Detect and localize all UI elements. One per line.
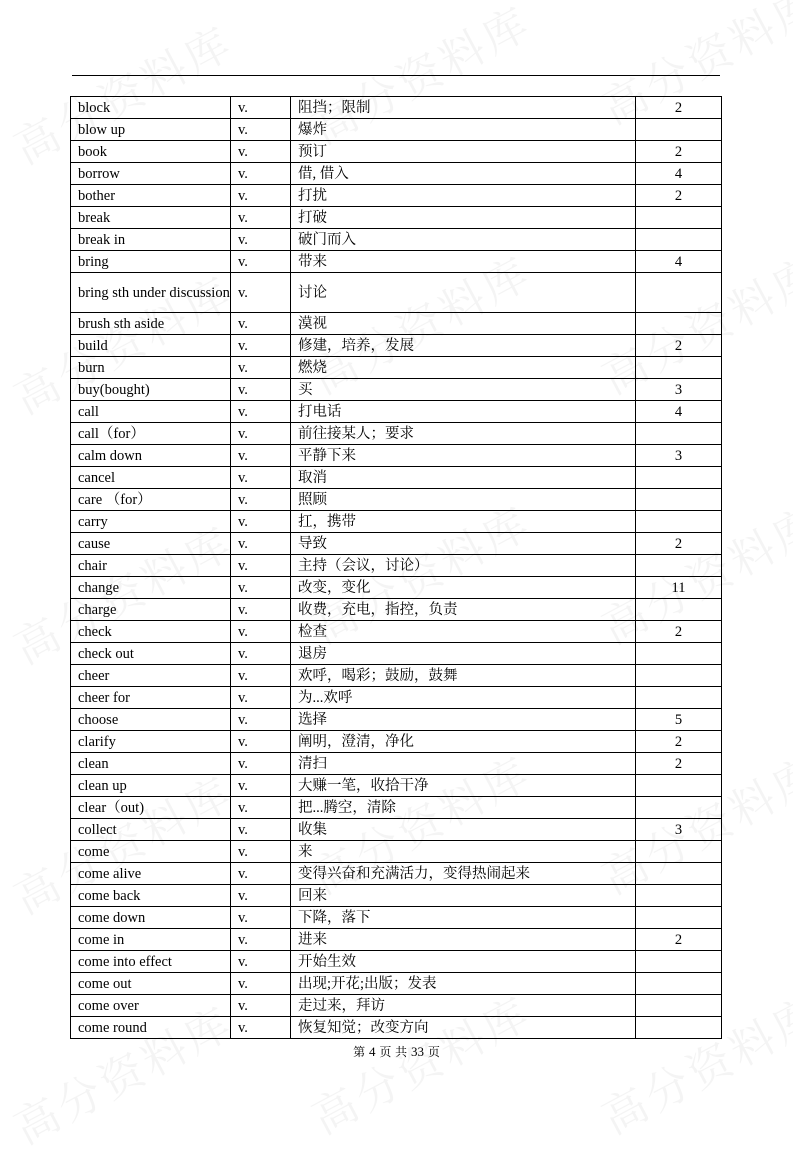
frequency-cell xyxy=(636,643,722,665)
part-of-speech-cell: v. xyxy=(231,555,291,577)
frequency-cell: 4 xyxy=(636,163,722,185)
frequency-cell: 3 xyxy=(636,445,722,467)
part-of-speech-cell: v. xyxy=(231,207,291,229)
table-row xyxy=(71,379,722,401)
word-cell: build xyxy=(71,335,231,357)
part-of-speech-cell: v. xyxy=(231,313,291,335)
table-row xyxy=(71,599,722,621)
word-cell: blow up xyxy=(71,119,231,141)
frequency-cell xyxy=(636,885,722,907)
table-row xyxy=(71,313,722,335)
table-row xyxy=(71,929,722,951)
part-of-speech-cell: v. xyxy=(231,273,291,313)
table-row xyxy=(71,709,722,731)
part-of-speech-cell: v. xyxy=(231,819,291,841)
word-cell: block xyxy=(71,97,231,119)
table-row xyxy=(71,533,722,555)
frequency-cell xyxy=(636,1017,722,1039)
word-cell: chair xyxy=(71,555,231,577)
part-of-speech-cell: v. xyxy=(231,753,291,775)
footer-middle: 页 共 xyxy=(379,1045,408,1059)
vocabulary-table xyxy=(70,96,722,1039)
word-cell: bring sth under discussion xyxy=(71,273,231,313)
table-row xyxy=(71,731,722,753)
table-row xyxy=(71,885,722,907)
meaning-cell: 大赚一笔，收拾干净 xyxy=(291,775,636,797)
part-of-speech-cell: v. xyxy=(231,863,291,885)
word-cell: come over xyxy=(71,995,231,1017)
word-cell: come into effect xyxy=(71,951,231,973)
table-row xyxy=(71,1017,722,1039)
frequency-cell xyxy=(636,511,722,533)
frequency-cell xyxy=(636,797,722,819)
table-row xyxy=(71,97,722,119)
meaning-cell: 回来 xyxy=(291,885,636,907)
table-row xyxy=(71,467,722,489)
part-of-speech-cell: v. xyxy=(231,379,291,401)
word-cell: change xyxy=(71,577,231,599)
frequency-cell: 2 xyxy=(636,929,722,951)
meaning-cell: 进来 xyxy=(291,929,636,951)
table-row xyxy=(71,119,722,141)
word-cell: bother xyxy=(71,185,231,207)
word-cell: borrow xyxy=(71,163,231,185)
word-cell: come in xyxy=(71,929,231,951)
frequency-cell: 2 xyxy=(636,335,722,357)
table-row xyxy=(71,863,722,885)
frequency-cell: 2 xyxy=(636,185,722,207)
meaning-cell: 燃烧 xyxy=(291,357,636,379)
meaning-cell: 走过来，拜访 xyxy=(291,995,636,1017)
table-row xyxy=(71,775,722,797)
word-cell: carry xyxy=(71,511,231,533)
meaning-cell: 清扫 xyxy=(291,753,636,775)
frequency-cell: 2 xyxy=(636,141,722,163)
meaning-cell: 变得兴奋和充满活力，变得热闹起来 xyxy=(291,863,636,885)
word-cell: clear（out) xyxy=(71,797,231,819)
part-of-speech-cell: v. xyxy=(231,709,291,731)
frequency-cell: 4 xyxy=(636,251,722,273)
frequency-cell xyxy=(636,907,722,929)
frequency-cell: 3 xyxy=(636,379,722,401)
meaning-cell: 打扰 xyxy=(291,185,636,207)
table-row xyxy=(71,489,722,511)
header-rule xyxy=(72,75,720,76)
table-row xyxy=(71,445,722,467)
meaning-cell: 前往接某人；要求 xyxy=(291,423,636,445)
meaning-cell: 借, 借入 xyxy=(291,163,636,185)
table-row xyxy=(71,251,722,273)
frequency-cell xyxy=(636,687,722,709)
meaning-cell: 选择 xyxy=(291,709,636,731)
meaning-cell: 预订 xyxy=(291,141,636,163)
meaning-cell: 退房 xyxy=(291,643,636,665)
part-of-speech-cell: v. xyxy=(231,577,291,599)
word-cell: check xyxy=(71,621,231,643)
frequency-cell: 3 xyxy=(636,819,722,841)
part-of-speech-cell: v. xyxy=(231,251,291,273)
meaning-cell: 修建，培养，发展 xyxy=(291,335,636,357)
word-cell: cancel xyxy=(71,467,231,489)
part-of-speech-cell: v. xyxy=(231,97,291,119)
word-cell: care （for） xyxy=(71,489,231,511)
word-cell: come back xyxy=(71,885,231,907)
part-of-speech-cell: v. xyxy=(231,1017,291,1039)
word-cell: clarify xyxy=(71,731,231,753)
word-cell: come alive xyxy=(71,863,231,885)
meaning-cell: 取消 xyxy=(291,467,636,489)
meaning-cell: 收集 xyxy=(291,819,636,841)
footer-page-number: 4 xyxy=(369,1044,376,1059)
meaning-cell: 开始生效 xyxy=(291,951,636,973)
word-cell: come down xyxy=(71,907,231,929)
meaning-cell: 爆炸 xyxy=(291,119,636,141)
table-row xyxy=(71,273,722,313)
footer-total-pages: 33 xyxy=(410,1044,424,1059)
part-of-speech-cell: v. xyxy=(231,163,291,185)
word-cell: come xyxy=(71,841,231,863)
part-of-speech-cell: v. xyxy=(231,533,291,555)
part-of-speech-cell: v. xyxy=(231,687,291,709)
frequency-cell: 2 xyxy=(636,621,722,643)
part-of-speech-cell: v. xyxy=(231,511,291,533)
meaning-cell: 破门而入 xyxy=(291,229,636,251)
frequency-cell xyxy=(636,841,722,863)
word-cell: call xyxy=(71,401,231,423)
meaning-cell: 平静下来 xyxy=(291,445,636,467)
frequency-cell xyxy=(636,207,722,229)
table-row xyxy=(71,797,722,819)
part-of-speech-cell: v. xyxy=(231,185,291,207)
meaning-cell: 买 xyxy=(291,379,636,401)
meaning-cell: 下降，落下 xyxy=(291,907,636,929)
meaning-cell: 检查 xyxy=(291,621,636,643)
part-of-speech-cell: v. xyxy=(231,445,291,467)
meaning-cell: 扛，携带 xyxy=(291,511,636,533)
part-of-speech-cell: v. xyxy=(231,929,291,951)
word-cell: bring xyxy=(71,251,231,273)
frequency-cell xyxy=(636,555,722,577)
part-of-speech-cell: v. xyxy=(231,841,291,863)
word-cell: clean up xyxy=(71,775,231,797)
frequency-cell xyxy=(636,489,722,511)
meaning-cell: 出现;开花;出版；发表 xyxy=(291,973,636,995)
footer-prefix: 第 xyxy=(353,1045,366,1059)
meaning-cell: 欢呼，喝彩；鼓励，鼓舞 xyxy=(291,665,636,687)
frequency-cell: 2 xyxy=(636,533,722,555)
meaning-cell: 来 xyxy=(291,841,636,863)
word-cell: collect xyxy=(71,819,231,841)
part-of-speech-cell: v. xyxy=(231,731,291,753)
frequency-cell: 11 xyxy=(636,577,722,599)
word-cell: check out xyxy=(71,643,231,665)
part-of-speech-cell: v. xyxy=(231,401,291,423)
word-cell: cheer for xyxy=(71,687,231,709)
frequency-cell xyxy=(636,273,722,313)
part-of-speech-cell: v. xyxy=(231,489,291,511)
meaning-cell: 收费，充电，指控，负责 xyxy=(291,599,636,621)
frequency-cell xyxy=(636,665,722,687)
meaning-cell: 带来 xyxy=(291,251,636,273)
part-of-speech-cell: v. xyxy=(231,423,291,445)
word-cell: choose xyxy=(71,709,231,731)
table-row xyxy=(71,141,722,163)
word-cell: book xyxy=(71,141,231,163)
table-row xyxy=(71,423,722,445)
meaning-cell: 打电话 xyxy=(291,401,636,423)
meaning-cell: 打破 xyxy=(291,207,636,229)
meaning-cell: 漠视 xyxy=(291,313,636,335)
table-row xyxy=(71,185,722,207)
part-of-speech-cell: v. xyxy=(231,119,291,141)
table-row xyxy=(71,163,722,185)
part-of-speech-cell: v. xyxy=(231,229,291,251)
part-of-speech-cell: v. xyxy=(231,885,291,907)
frequency-cell xyxy=(636,229,722,251)
frequency-cell xyxy=(636,423,722,445)
part-of-speech-cell: v. xyxy=(231,467,291,489)
table-row xyxy=(71,687,722,709)
table-row xyxy=(71,335,722,357)
part-of-speech-cell: v. xyxy=(231,775,291,797)
part-of-speech-cell: v. xyxy=(231,141,291,163)
word-cell: clean xyxy=(71,753,231,775)
meaning-cell: 讨论 xyxy=(291,273,636,313)
word-cell: cheer xyxy=(71,665,231,687)
table-row xyxy=(71,401,722,423)
table-row xyxy=(71,643,722,665)
table-row xyxy=(71,621,722,643)
table-row xyxy=(71,973,722,995)
word-cell: break xyxy=(71,207,231,229)
word-cell: calm down xyxy=(71,445,231,467)
table-row xyxy=(71,951,722,973)
meaning-cell: 恢复知觉；改变方向 xyxy=(291,1017,636,1039)
frequency-cell: 2 xyxy=(636,753,722,775)
frequency-cell xyxy=(636,599,722,621)
table-row xyxy=(71,555,722,577)
meaning-cell: 导致 xyxy=(291,533,636,555)
frequency-cell: 2 xyxy=(636,97,722,119)
part-of-speech-cell: v. xyxy=(231,665,291,687)
word-cell: burn xyxy=(71,357,231,379)
word-cell: charge xyxy=(71,599,231,621)
frequency-cell: 4 xyxy=(636,401,722,423)
table-row xyxy=(71,577,722,599)
page-footer xyxy=(0,1043,793,1060)
part-of-speech-cell: v. xyxy=(231,907,291,929)
footer-suffix: 页 xyxy=(427,1045,440,1059)
meaning-cell: 主持（会议，讨论） xyxy=(291,555,636,577)
table-row xyxy=(71,907,722,929)
table-row xyxy=(71,995,722,1017)
part-of-speech-cell: v. xyxy=(231,335,291,357)
frequency-cell xyxy=(636,995,722,1017)
meaning-cell: 改变，变化 xyxy=(291,577,636,599)
table-row xyxy=(71,229,722,251)
word-cell: come round xyxy=(71,1017,231,1039)
table-row xyxy=(71,819,722,841)
word-cell: buy(bought) xyxy=(71,379,231,401)
table-row xyxy=(71,665,722,687)
table-row xyxy=(71,511,722,533)
frequency-cell: 2 xyxy=(636,731,722,753)
frequency-cell xyxy=(636,951,722,973)
part-of-speech-cell: v. xyxy=(231,599,291,621)
meaning-cell: 照顾 xyxy=(291,489,636,511)
part-of-speech-cell: v. xyxy=(231,643,291,665)
part-of-speech-cell: v. xyxy=(231,951,291,973)
word-cell: break in xyxy=(71,229,231,251)
meaning-cell: 为...欢呼 xyxy=(291,687,636,709)
frequency-cell xyxy=(636,775,722,797)
part-of-speech-cell: v. xyxy=(231,621,291,643)
table-row xyxy=(71,207,722,229)
frequency-cell xyxy=(636,973,722,995)
table-row xyxy=(71,753,722,775)
meaning-cell: 阻挡；限制 xyxy=(291,97,636,119)
meaning-cell: 把...腾空，清除 xyxy=(291,797,636,819)
part-of-speech-cell: v. xyxy=(231,973,291,995)
frequency-cell xyxy=(636,357,722,379)
word-cell: come out xyxy=(71,973,231,995)
table-row xyxy=(71,841,722,863)
frequency-cell: 5 xyxy=(636,709,722,731)
part-of-speech-cell: v. xyxy=(231,797,291,819)
frequency-cell xyxy=(636,313,722,335)
word-cell: cause xyxy=(71,533,231,555)
frequency-cell xyxy=(636,119,722,141)
meaning-cell: 阐明，澄清，净化 xyxy=(291,731,636,753)
part-of-speech-cell: v. xyxy=(231,995,291,1017)
word-cell: call（for） xyxy=(71,423,231,445)
frequency-cell xyxy=(636,467,722,489)
vocabulary-table-body xyxy=(71,97,722,1039)
frequency-cell xyxy=(636,863,722,885)
word-cell: brush sth aside xyxy=(71,313,231,335)
table-row xyxy=(71,357,722,379)
part-of-speech-cell: v. xyxy=(231,357,291,379)
